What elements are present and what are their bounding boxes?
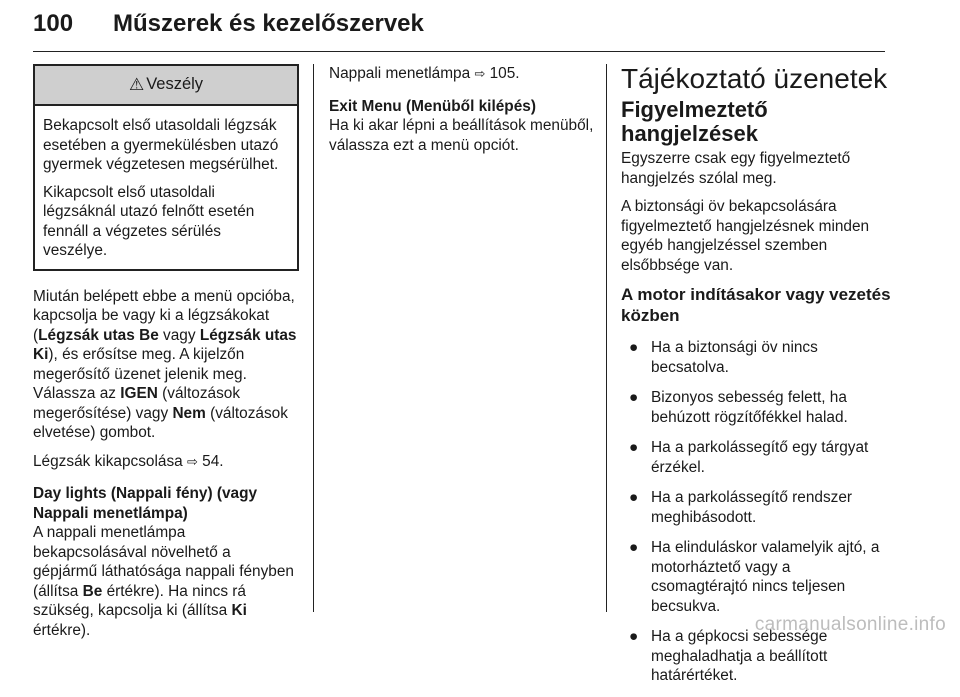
watermark: carmanualsonline.info xyxy=(754,614,946,635)
day-lights-subhead: Day lights (Nappali fény) (vagy Nappali menetlámpa) xyxy=(33,485,258,522)
list-item-text: Ha a parkolássegítő egy tárgyat érzékel. xyxy=(651,439,869,476)
ref-page: 105. xyxy=(485,65,520,82)
text-run: Miután belépett ebbe a menü opcióba, kapcsolja be vagy ki a légzsákokat ( xyxy=(33,287,295,344)
list-item xyxy=(621,488,891,527)
list-item xyxy=(621,388,891,427)
text-run: (változások elvetése) gombot. xyxy=(33,404,288,441)
bullet-icon: ● xyxy=(629,339,639,356)
list-item xyxy=(621,538,891,616)
bullet-icon: ● xyxy=(629,489,639,506)
airbag-deactivation-ref[interactable] xyxy=(33,452,299,472)
list-item-text: Ha elinduláskor valamelyik ajtó, a motorháztető vagy a csomagtérajtó nincs teljesen becsukva. xyxy=(651,539,880,615)
exit-menu-subhead: Exit Menu (Menüből kilépés) xyxy=(329,97,536,115)
text-run: (változások megerősítése) vagy xyxy=(33,385,241,422)
option-no: Nem xyxy=(172,404,206,422)
column-divider-1 xyxy=(313,64,314,612)
text-run: ), és erősítse meg. A kijelzőn megerősítő üzenet jelenik meg. Válassza az xyxy=(33,346,247,402)
warning-chime-para-1: Egyszerre csak egy figyelmeztető hangjelzés szólal meg. xyxy=(621,150,851,187)
ref-text: Légzsák kikapcsolása xyxy=(33,452,187,470)
bullet-icon: ● xyxy=(629,439,639,456)
list-item-text: Ha a parkolássegítő rendszer meghibásodott. xyxy=(651,489,853,526)
page-title: Műszerek és kezelőszervek xyxy=(113,10,424,37)
option-passenger-off: Légzsák utas Ki xyxy=(33,326,297,363)
subsection-heading: Figyelmeztető hangjelzések xyxy=(621,97,768,146)
column-3 xyxy=(621,64,891,697)
airbag-instructions xyxy=(33,287,299,443)
page-ref-arrow-icon: ⇨ xyxy=(187,453,198,469)
bullet-icon: ● xyxy=(629,539,639,556)
list-item-text: Bizonyos sebesség felett, ha behúzott rögzítőfékkel halad. xyxy=(651,389,848,426)
text-run: értékre). xyxy=(33,621,91,639)
column-1 xyxy=(33,64,299,649)
page-number: 100 xyxy=(33,10,74,37)
danger-body xyxy=(35,106,297,269)
text-run: értékre). Ha nincs rá szükség, kapcsolja ki (állítsa xyxy=(33,582,246,619)
list-item-text: Ha a biztonsági öv nincs becsatolva. xyxy=(651,339,818,376)
warning-icon: ⚠ xyxy=(128,75,145,95)
option-passenger-on: Légzsák utas Be xyxy=(38,326,159,344)
bullet-icon: ● xyxy=(629,389,639,406)
list-item xyxy=(621,338,891,377)
page-ref-arrow-icon: ⇨ xyxy=(474,66,486,81)
list-item-text: Ha a gépkocsi sebessége meghaladhatja a beállított határértéket. xyxy=(651,628,828,684)
option-off: Ki xyxy=(231,602,247,619)
engine-start-heading: A motor indításakor vagy vezetés közben xyxy=(621,285,891,325)
warning-chime-para-2: A biztonsági öv bekapcsolására figyelmeztető hangjelzésnek minden egyéb hangjelzéssel szemben elsőbbsége van. xyxy=(621,198,870,274)
page-header xyxy=(33,0,885,52)
section-heading: Tájékoztató üzenetek xyxy=(621,63,888,94)
ref-page: 54. xyxy=(197,452,224,470)
text-run: A nappali menetlámpa bekapcsolásával növelhető a gépjármű láthatósága nappali fényben (állítsa xyxy=(33,524,294,600)
column-divider-2 xyxy=(606,64,607,612)
day-lights-para xyxy=(33,523,299,640)
list-item xyxy=(621,438,891,477)
ref-text: Nappali menetlámpa xyxy=(329,65,475,82)
option-yes: IGEN xyxy=(120,385,158,402)
daytime-lights-ref[interactable] xyxy=(329,64,597,84)
danger-title: Veszély xyxy=(146,75,204,94)
option-on: Be xyxy=(82,582,103,600)
bullet-icon: ● xyxy=(629,628,639,645)
danger-para-1: Bekapcsolt első utasoldali légzsák esetében a gyermekülésben utazó gyermek végzetesen megsérülhet. xyxy=(43,117,279,173)
danger-box xyxy=(33,64,299,271)
danger-para-2: Kikapcsolt első utasoldali légzsáknál utazó felnőtt esetén fennáll a végzetes sérülés veszélye. xyxy=(43,183,255,259)
text-run: vagy xyxy=(158,326,200,344)
column-2 xyxy=(329,64,597,164)
danger-header xyxy=(35,66,297,106)
exit-menu-para: Ha ki akar lépni a beállítások menüből, válassza ezt a menü opciót. xyxy=(329,117,594,154)
